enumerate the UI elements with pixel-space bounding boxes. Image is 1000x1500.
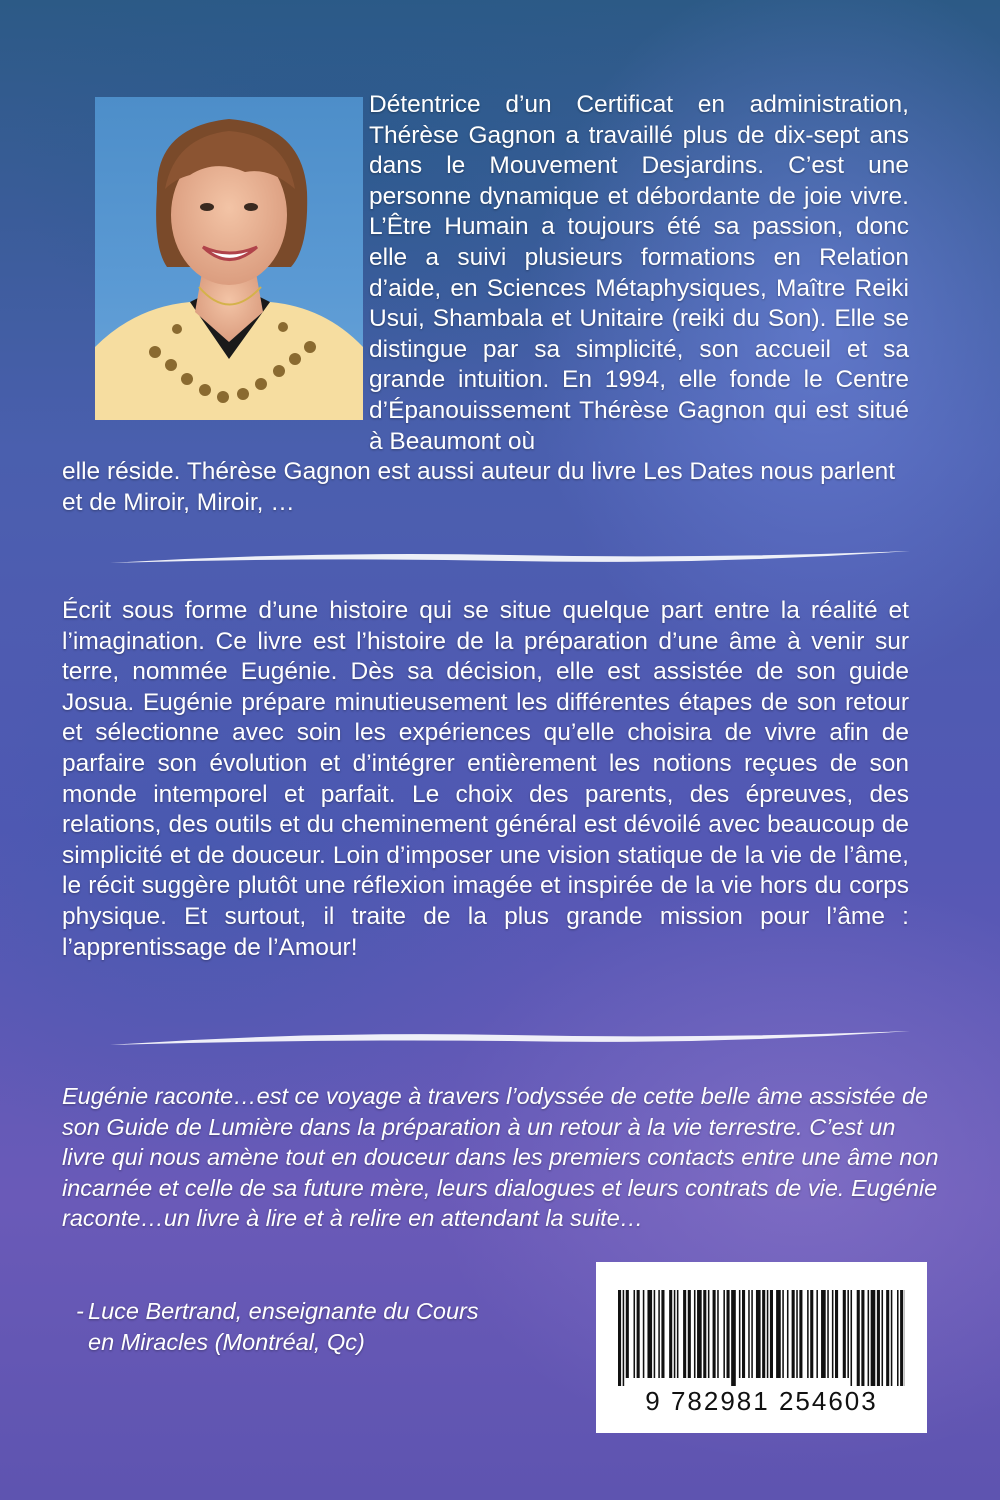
barcode-bar xyxy=(708,1290,710,1378)
author-portrait-icon xyxy=(95,97,363,420)
barcode-bar xyxy=(688,1290,691,1378)
barcode-bar xyxy=(782,1290,784,1378)
barcode-bar xyxy=(900,1290,903,1386)
barcode-bar xyxy=(792,1290,795,1378)
barcode-bar xyxy=(703,1290,706,1378)
barcode-bar xyxy=(669,1290,672,1378)
review-credit xyxy=(76,1296,568,1357)
barcode-bar xyxy=(634,1290,636,1378)
barcode-bar xyxy=(717,1290,719,1378)
barcode-bar xyxy=(751,1290,753,1378)
barcode-bar xyxy=(810,1290,813,1378)
barcode-bar xyxy=(637,1290,640,1378)
barcode-bar xyxy=(713,1290,716,1378)
barcode-bar xyxy=(742,1290,745,1378)
author-photo xyxy=(95,97,363,420)
barcode-bar xyxy=(756,1290,761,1378)
barcode-bar xyxy=(694,1290,696,1378)
barcode-bar xyxy=(847,1290,849,1378)
credit-dash: - xyxy=(76,1298,84,1324)
barcode-bar xyxy=(762,1290,765,1378)
credit-line-2: en Miracles (Montréal, Qc) xyxy=(88,1328,365,1355)
barcode-bar xyxy=(882,1290,884,1386)
isbn-barcode-icon xyxy=(618,1290,905,1386)
barcode-bar xyxy=(727,1290,730,1378)
barcode-bar xyxy=(697,1290,702,1378)
barcode-bar xyxy=(767,1290,769,1378)
barcode-bar xyxy=(654,1290,656,1378)
barcode-bar xyxy=(723,1290,725,1378)
barcode-bar xyxy=(821,1290,826,1378)
barcode-bar xyxy=(623,1290,625,1386)
barcode-bar xyxy=(674,1290,676,1378)
barcode-bar xyxy=(661,1290,664,1378)
author-bio: Détentrice d’un Certificat en administration, Thérèse Gagnon a travaillé plus de dix-sept ans dans le Mouvement Desjardins. C’est une personne dynamique et débordante de joie vivre. L’Être Humain a toujours été sa passion, donc elle a suivi plusieurs formations en Relation d’aide, en Sciences Métaphysiques, Maître Reiki Usui, Shambala et Unitaire (reiki du Son). Elle se distingue par sa simplicité, son accueil et sa grande intuition. En 1994, elle fonde le Centre d’Épanouissement Thérèse Gagnon qui est situé à Beaumont où xyxy=(369,91,909,455)
barcode-bar xyxy=(643,1290,645,1378)
barcode-bar xyxy=(891,1290,893,1386)
barcode-bar xyxy=(683,1290,686,1378)
isbn-number: 9 782981 254603 xyxy=(645,1386,878,1416)
barcode-bar xyxy=(787,1290,789,1378)
author-bio-continued: elle réside. Thérèse Gagnon est aussi auteur du livre Les Dates nous parlent et de Miroir, Miroir, … xyxy=(62,458,896,516)
barcode-bar xyxy=(796,1290,798,1378)
barcode-bar xyxy=(770,1290,773,1378)
barcode-bar xyxy=(807,1290,809,1378)
barcode-bar xyxy=(877,1290,880,1386)
barcode-bar xyxy=(857,1290,860,1386)
barcode-bar xyxy=(861,1290,864,1386)
barcode-bar xyxy=(827,1290,829,1378)
review-quote: Eugénie raconte…est ce voyage à travers l’odyssée de cette belle âme assistée de son Guide de Lumière dans la préparation à un retour à la vie terrestre. C’est un livre qui nous amène tout en douceur dans les premiers contacts entre une âme non incarnée et celle de sa future mère, leurs dialogues et leurs contrats de vie. Eugénie raconte…un livre à lire et à relire en attendant la suite… xyxy=(62,1083,939,1231)
credit-line-1: Luce Bertrand, enseignante du Cours xyxy=(88,1298,479,1324)
barcode-box xyxy=(596,1262,927,1433)
barcode-bar xyxy=(739,1290,741,1378)
barcode-bar xyxy=(658,1290,660,1378)
barcode-bar xyxy=(731,1290,736,1386)
barcode-bar xyxy=(618,1290,621,1386)
barcode-bar xyxy=(816,1290,818,1378)
barcode-bar xyxy=(832,1290,834,1378)
barcode-bar xyxy=(677,1290,679,1378)
barcode-bar xyxy=(897,1290,899,1386)
barcode-bar xyxy=(871,1290,876,1386)
barcode-bar xyxy=(886,1290,889,1386)
barcode-bar xyxy=(835,1290,838,1378)
barcode-bar xyxy=(647,1290,652,1378)
barcode-bar xyxy=(851,1290,853,1386)
book-description: Écrit sous forme d’une histoire qui se situe quelque part entre la réalité et l’imagination. Ce livre est l’histoire de la préparation d’une âme à venir sur terre, nommée Eugénie. Dès sa décision, elle est assistée de son guide Josua. Eugénie prépare minutieusement les différentes étapes de son retour et sélectionne avec soin les expériences qu’elle choisira de vivre afin de parfaire son évolution et d’intégrer entièrement les notions reçues de son monde intemporel et parfait. Le choix des parents, des épreuves, des relations, des outils et du cheminement général est dévoilé avec beaucoup de simplicité et de douceur. Loin d’imposer une vision statique de la vie de l’âme, le récit suggère plutôt une réflexion imagée et inspirée de la vie hors du corps physique. Et surtout, il traite de la plus grande mission pour l’âme : l’apprentissage de l’Amour! xyxy=(62,597,909,961)
barcode-bar xyxy=(868,1290,870,1386)
wave-divider-bottom xyxy=(110,1025,910,1055)
barcode-bar xyxy=(843,1290,846,1378)
barcode-bar xyxy=(626,1290,629,1378)
barcode-bar xyxy=(748,1290,750,1378)
barcode-bar xyxy=(799,1290,802,1378)
barcode-bar xyxy=(776,1290,781,1378)
wave-divider-top xyxy=(110,545,910,575)
